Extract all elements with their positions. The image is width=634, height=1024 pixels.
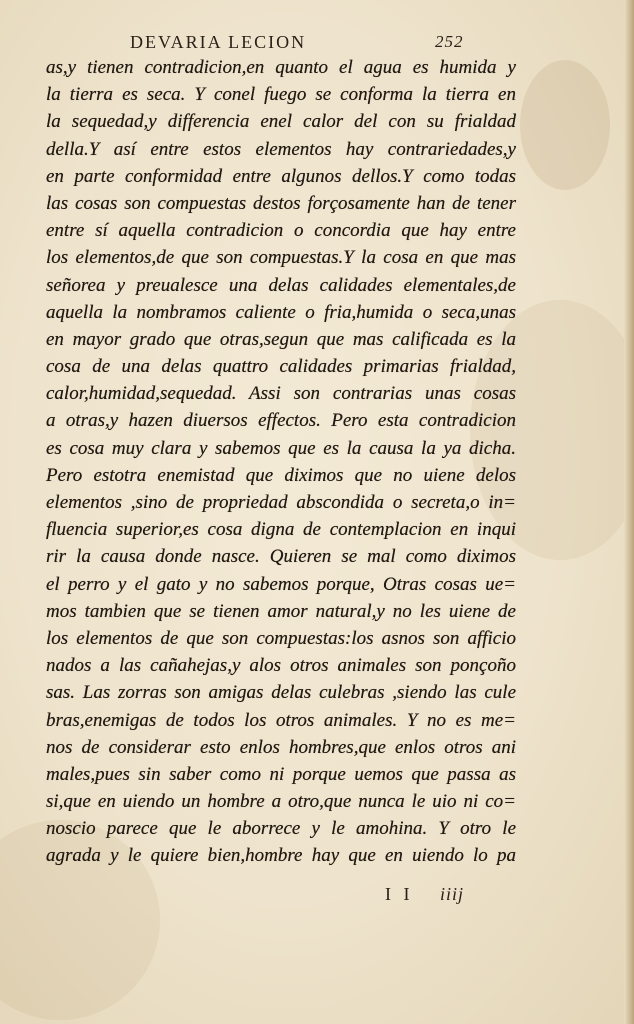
text-line: bras,enemigas de todos los otros animales. Y no es me= bbox=[46, 709, 516, 731]
text-line: agrada y le quiere bien,hombre hay que en uiendo lo pa bbox=[46, 845, 516, 867]
paper-stain bbox=[520, 60, 610, 190]
page-edge bbox=[624, 0, 634, 1024]
text-line: los elementos de que son compuestas:los asnos son afficio bbox=[46, 627, 516, 649]
text-line: a otras,y hazen diuersos effectos. Pero esta contradicion bbox=[46, 410, 516, 432]
text-line: en mayor grado que otras,segun que mas calificada es la bbox=[46, 328, 516, 350]
text-line: Pero estotra enemistad que diximos que no uiene delos bbox=[46, 464, 516, 486]
text-line: la sequedad,y differencia enel calor del con su frialdad bbox=[46, 111, 516, 133]
text-line: cosa de una delas quattro calidades primarias frialdad, bbox=[46, 356, 516, 378]
text-line: rir la causa donde nasce. Quieren se mal como diximos bbox=[46, 546, 516, 568]
body-text bbox=[46, 54, 516, 870]
text-line: elementos ,sino de propriedad abscondida o secreta,o in= bbox=[46, 492, 516, 513]
text-line: fluencia superior,es cosa digna de contemplacion en inqui bbox=[46, 519, 516, 541]
text-line: señorea y preualesce una delas calidades elementales,de bbox=[46, 274, 516, 296]
running-head: DEVARIA LECION bbox=[130, 32, 307, 52]
signature-mark: I I bbox=[385, 884, 414, 904]
text-line: es cosa muy clara y sabemos que es la causa la ya dicha. bbox=[46, 437, 516, 459]
text-line: sas. Las zorras son amigas delas culebras ,siendo las cule bbox=[46, 682, 516, 704]
text-line: el perro y el gato y no sabemos porque, Otras cosas ue= bbox=[46, 573, 516, 595]
text-line: noscio parece que le aborrece y le amohina. Y otro le bbox=[46, 818, 516, 840]
page-header bbox=[100, 32, 490, 52]
text-line: as,y tienen contradicion,en quanto el agua es humida y bbox=[46, 57, 516, 78]
text-line: mos tambien que se tienen amor natural,y no les uiene de bbox=[46, 600, 516, 622]
text-line: la tierra es seca. Y conel fuego se conforma la tierra en bbox=[46, 84, 516, 106]
text-line: della.Y así entre estos elementos hay contrariedades,y bbox=[46, 138, 516, 160]
text-line: nos de considerar esto enlos hombres,que enlos otros ani bbox=[46, 736, 516, 758]
text-line: nados a las cañahejas,y alos otros animales son ponçoño bbox=[46, 655, 516, 677]
page-number: 252 bbox=[435, 32, 464, 51]
text-line: aquella la nombramos caliente o fria,humida o seca,unas bbox=[46, 301, 516, 323]
text-line: en parte conformidad entre algunos dellos.Y como todas bbox=[46, 165, 516, 187]
text-line: si,que en uiendo un hombre a otro,que nunca le uio ni co= bbox=[46, 791, 516, 813]
text-line: entre sí aquella contradicion o concordia que hay entre bbox=[46, 220, 516, 242]
text-line: calor,humidad,sequedad. Assi son contrarias unas cosas bbox=[46, 383, 516, 405]
text-line: los elementos,de que son compuestas.Y la cosa en que mas bbox=[46, 247, 516, 269]
text-line: las cosas son compuestas destos forçosamente han de tener bbox=[46, 192, 516, 214]
text-line: males,pues sin saber como ni porque uemos que passa as bbox=[46, 763, 516, 785]
signature-page-mark: iiij bbox=[440, 884, 465, 904]
